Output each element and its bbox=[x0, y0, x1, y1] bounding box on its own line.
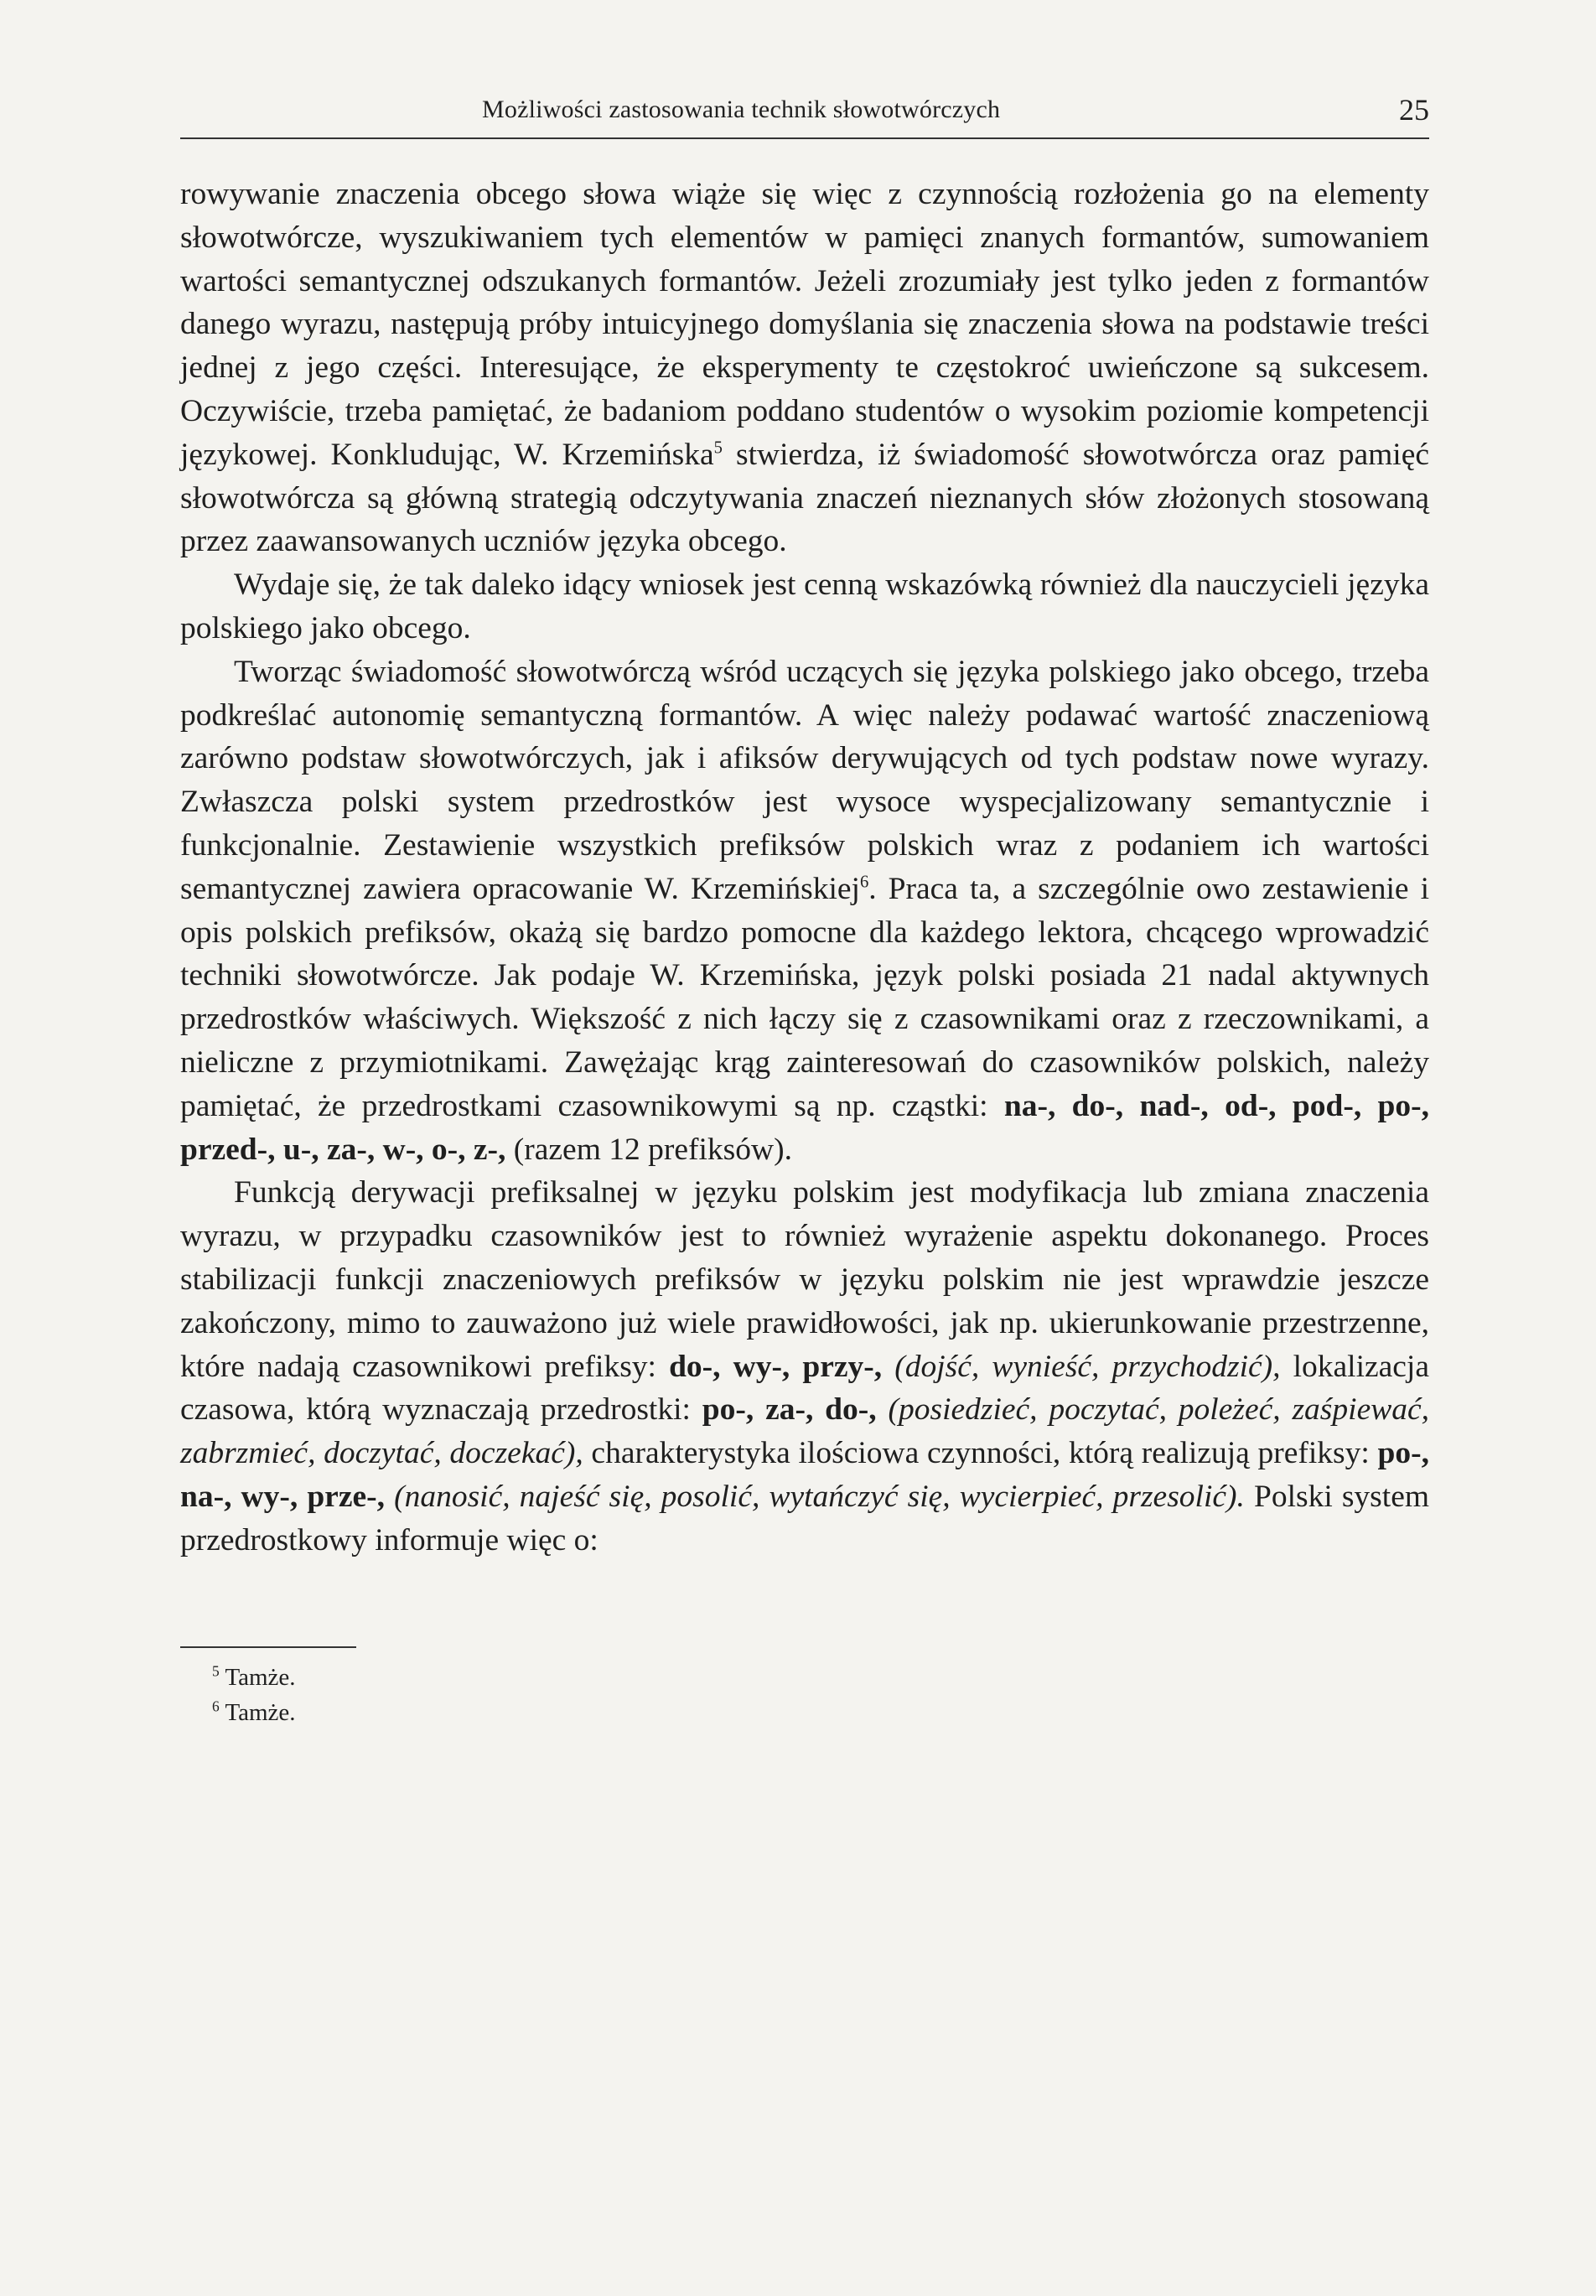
example-words: (nanosić, najeść się, posolić, wytańczyć się, wycierpieć, przesolić). bbox=[394, 1479, 1245, 1514]
running-header bbox=[180, 84, 1429, 139]
text-run: Funkcją derywacji prefiksalnej w języku polskim jest modyfikacja lub zmiana znaczenia wyrazu, w przypadku czasowników jest to również wyrażenie aspektu dokonanego. Proces stabilizacji funkcji znaczeniowych prefiksów w języku polskim nie jest wprawdzie jeszcze zakończony, mimo to zauważono już wiele prawidłowości, jak np. ukierunkowanie przestrzenne, które nadają czasownikowi prefiksy: bbox=[180, 1175, 1429, 1384]
footnote-number: 5 bbox=[212, 1661, 220, 1679]
prefix-list: po-, na-, wy-, prze-, bbox=[180, 1436, 1429, 1514]
footnote bbox=[212, 1660, 1429, 1695]
footnote-number: 6 bbox=[212, 1697, 220, 1714]
paragraph bbox=[180, 1171, 1429, 1562]
text-run bbox=[877, 1392, 889, 1427]
text-run: lokalizacja czasowa, którą wyznaczają przedrostki: bbox=[180, 1349, 1429, 1428]
text-run: Tworząc świadomość słowotwórczą wśród uczących się języka polskiego jako obcego, trzeba podkreślać autonomię semantyczną formantów. A więc należy podawać wartość znaczeniową zarówno podstaw słowotwórczych, jak i afiksów derywujących od tych podstaw nowe wyrazy. Zwłaszcza polski system przedrostków jest wysoce wyspecjalizowany semantycznie i funkcjonalnie. Zestawienie wszystkich prefiksów polskich wraz z podaniem ich wartości semantycznej zawiera opracowanie W. Krzemińskiej bbox=[180, 654, 1429, 906]
book-page bbox=[180, 84, 1429, 1730]
text-run bbox=[385, 1480, 394, 1514]
text-run: . Praca ta, a szczególnie owo zestawienie i opis polskich prefiksów, okażą się bardzo pomocne dla każdego lektora, chcącego wprowadzić techniki słowotwórcze. Jak podaje W. Krzemińska, język polski posiada 21 nadal aktywnych przedrostków właściwych. Większość z nich łączy się z czasownikami oraz z rzeczownikami, a nieliczne z przymiotnikami. Zawężając krąg zainteresowań do czasowników polskich, należy pamiętać, że przedrostkami czasownikowymi są np. cząstki: bbox=[180, 871, 1429, 1123]
paragraph bbox=[180, 650, 1429, 1172]
footnote-ref: 6 bbox=[859, 873, 869, 892]
footnote-ref: 5 bbox=[713, 438, 723, 458]
text-run: rowywanie znaczenia obcego słowa wiąże się więc z czynnością rozłożenia go na elementy słowotwórcze, wyszukiwaniem tych elementów w pamięci znanych formantów, sumowaniem wartości semantycznej odszukanych formantów. Jeżeli zrozumiały jest tylko jeden z formantów danego wyrazu, następują próby intuicyjnego domyślania się znaczenia słowa na podstawie treści jednej z jego części. Interesujące, że eksperymenty te częstokroć uwieńczone są sukcesem. Oczywiście, trzeba pamiętać, że badaniom poddano studentów o wysokim poziomie kompetencji językowej. Konkludując, W. Krzemińska bbox=[180, 177, 1429, 472]
footnotes bbox=[212, 1660, 1429, 1730]
text-run bbox=[882, 1350, 894, 1384]
footnote-text: Tamże. bbox=[225, 1663, 296, 1691]
text-run: (razem 12 prefiksów). bbox=[505, 1132, 792, 1167]
example-words: (dojść, wynieść, przychodzić), bbox=[894, 1349, 1281, 1384]
footnote-divider bbox=[180, 1646, 356, 1648]
footnote-text: Tamże. bbox=[225, 1698, 296, 1726]
footnote bbox=[212, 1695, 1429, 1730]
text-run: Polski system przedrostkowy informuje więc o: bbox=[180, 1479, 1430, 1557]
example-words: (posiedzieć, poczytać, poleżeć, zaśpiewać, zabrzmieć, doczytać, doczekać), bbox=[180, 1392, 1429, 1471]
prefix-list: na-, do-, nad-, od-, pod-, po-, przed-, u-, za-, w-, o-, z-, bbox=[180, 1088, 1429, 1167]
body-text bbox=[180, 173, 1429, 1563]
prefix-list: po-, za-, do-, bbox=[702, 1392, 877, 1428]
prefix-list: do-, wy-, przy-, bbox=[669, 1349, 883, 1384]
page-number: 25 bbox=[1399, 93, 1429, 127]
running-title: Możliwości zastosowania technik słowotwórczych bbox=[482, 96, 1001, 123]
text-run: stwierdza, iż świadomość słowotwórcza oraz pamięć słowotwórcza są główną strategią odczytywania znaczeń nieznanych słów złożonych stosowaną przez zaawansowanych uczniów języka obcego. bbox=[180, 437, 1429, 559]
paragraph bbox=[180, 563, 1429, 650]
text-run: Wydaje się, że tak daleko idący wniosek jest cenną wskazówką również dla nauczycieli języka polskiego jako obcego. bbox=[180, 568, 1429, 645]
paragraph bbox=[180, 173, 1429, 563]
text-run: charakterystyka ilościowa czynności, którą realizują prefiksy: bbox=[583, 1436, 1378, 1471]
